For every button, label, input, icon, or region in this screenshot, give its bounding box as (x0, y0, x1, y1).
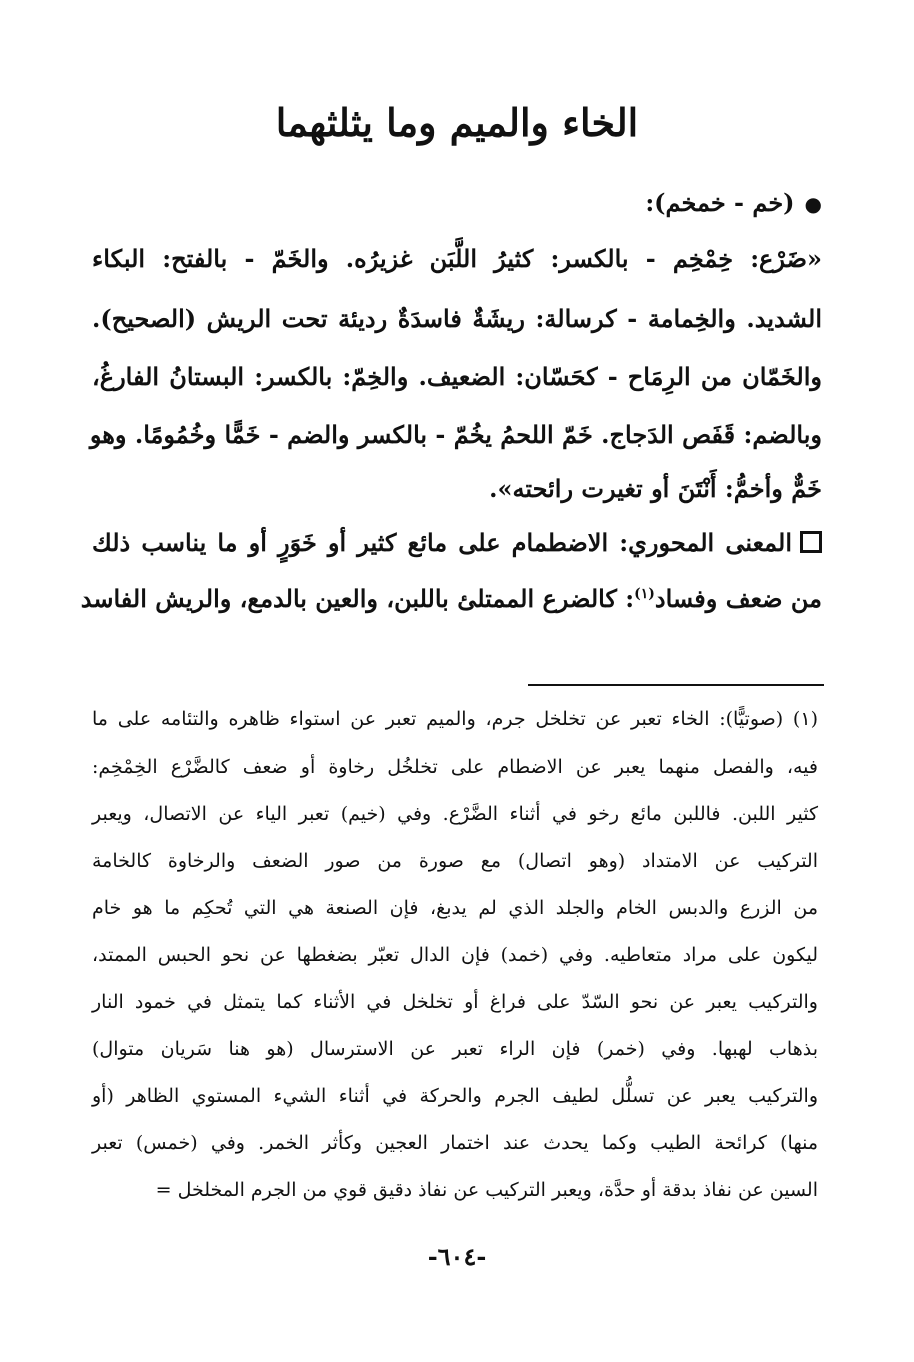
footnote-line: منها) كرائحة الطيب وكما يحدث عند اختمار العجين وكأثر الخمر. وفي (خمس) تعبر (92, 1132, 818, 1154)
footnote-line: ليكون على مراد متعاطيه. وفي (خمد) فإن الدال تعبّر بضغطها عن نحو الحبس الممتد، (92, 944, 818, 966)
footnote-line: كثير اللبن. فاللبن مائع رخو في أثناء الضَّرْع. وفي (خيم) تعبر الياء عن الاتصال، ويعبر (92, 803, 818, 825)
meaning-text: : كالضرع الممتلئ باللبن، والعين بالدمع، والريش الفاسد (80, 584, 635, 613)
body-line: «ضَرْع: خِمْخِم - بالكسر: كثيرُ اللَّبَن غزيرُه. والخَمّ - بالفتح: البكاء (92, 244, 823, 273)
meaning-text: من ضعف وفساد (654, 584, 822, 613)
footnote-line: (١) (صوتيًّا): الخاء تعبر عن تخلخل جرم، والميم تعبر عن استواء ظاهره والتئامه على ما (92, 708, 818, 730)
footnote-line: السين عن نفاذ بدقة أو حدَّة، ويعبر التركيب عن نفاذ دقيق قوي من الجرم المخلخل = (155, 1179, 818, 1201)
body-line: وبالضم: قَفَص الدَجاج. خَمّ اللحمُ يخُمّ - بالكسر والضم - خَمًّا وخُمُومًا. وهو (89, 420, 822, 449)
page-number: -٦٠٤- (427, 1242, 487, 1271)
footnote-line: والتركيب يعبر عن نحو السّدّ على فراغ أو تخلخل في الأثناء كما يتمثل في خمود النار (92, 991, 818, 1013)
entry-heading: (خم - خمخم): (645, 188, 795, 217)
footnote-divider (528, 684, 824, 686)
body-line: والخَمّان من الرِمَاح - كحَسّان: الضعيف. والخِمّ: بالكسر: البستانُ الفارغُ، (92, 362, 822, 391)
footnote-line: فيه، والفصل منهما يعبر عن الاضطام على تخلخُل رخاوة أو ضعف كالضَّرْع الخِمْخِم: (92, 756, 818, 778)
meaning-label: المعنى المحوري: (619, 528, 793, 557)
meaning-line-2 (80, 584, 822, 613)
page-title: الخاء والميم وما يثلثهما (275, 100, 639, 145)
meaning-line (92, 528, 822, 557)
footnote-line: من الزرع والدبس الخام والجلد الذي لم يدبغ، فإن الصنعة هي التي تُحكِم ما هو خام (92, 897, 818, 919)
body-line: الشديد. والخِمامة - كرسالة: ريشَةٌ فاسدَةٌ رديئة تحت الريش (الصحيح). (92, 304, 822, 333)
footnote-line: التركيب عن الامتداد (وهو اتصال) مع صورة من صور الضعف والرخاوة كالخامة (92, 850, 818, 872)
square-bullet-icon (800, 531, 822, 553)
body-line: خَمٌّ وأخمُّ: أَنْتَنَ أو تغيرت رائحته». (489, 474, 822, 503)
footnote-line: والتركيب يعبر عن تسلُّل لطيف الجرم والحركة في أثناء الشيء المستوي الظاهر (أو (92, 1085, 818, 1107)
footnote-ref: (١) (634, 586, 655, 602)
bullet-icon: ● (804, 192, 822, 216)
entry-heading-line (92, 188, 822, 217)
footnote-line: بذهاب لهبها. وفي (خمر) فإن الراء تعبر عن الاسترسال (هو هنا سَريان متوال) (92, 1038, 818, 1060)
meaning-text: الاضطمام على مائع كثير أو خَوَرٍ أو ما يناسب ذلك (92, 528, 609, 557)
